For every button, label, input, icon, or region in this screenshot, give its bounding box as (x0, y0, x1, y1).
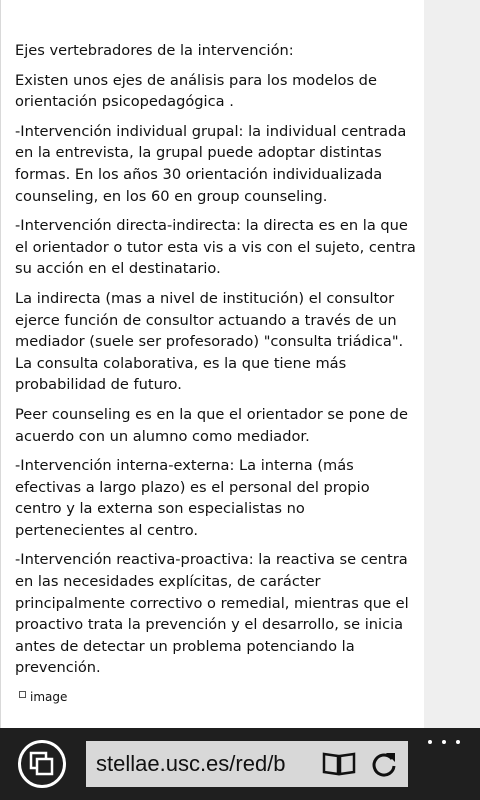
article-paragraph: Peer counseling es en la que el orientador se pone de acuerdo con un alumno como mediador. (15, 405, 408, 445)
browser-bottom-bar (0, 728, 480, 800)
tabs-button[interactable] (18, 740, 66, 788)
image-alt-text: image (30, 690, 68, 705)
tabs-icon (28, 750, 56, 778)
article-paragraph: -Intervención interna-externa: La interna (más efectivas a largo plazo) es el personal del propio centro y la externa son especialistas no pertenecientes al centro. (15, 457, 370, 539)
article-body (1, 0, 424, 709)
scroll-gutter (424, 0, 480, 728)
url-text[interactable]: stellae.usc.es/red/b (96, 751, 286, 776)
more-ellipsis-icon (442, 740, 446, 744)
address-bar[interactable] (86, 741, 408, 787)
refresh-icon[interactable] (370, 750, 398, 778)
article-paragraph: -Intervención individual grupal: la individual centrada en la entrevista, la grupal puede adoptar distintas formas. En los años 30 orientación individualizada counseling, en los 60 en group counseling. (15, 122, 407, 205)
article-paragraph: Existen unos ejes de análisis para los modelos de orientación psicopedagógica . (15, 71, 377, 111)
article-paragraph-heading: Ejes vertebradores de la intervención: (15, 42, 294, 59)
more-ellipsis-icon (428, 740, 432, 744)
article-paragraph: La indirecta (mas a nivel de institución) el consultor ejerce función de consultor actuando a través de un mediador (suele ser profesorado) "consulta triádica". La consulta colaborativa, es la que tiene más probabilidad de futuro. (15, 289, 404, 394)
article-paragraph: -Intervención reactiva-proactiva: la reactiva se centra en las necesidades explícitas, de carácter principalmente correctivo o remedial, mientras que el proactivo trata la prevención y el desarrollo, se inicia antes de detectar un problema potenciando la prevención. (15, 551, 409, 677)
broken-image-placeholder[interactable] (15, 687, 416, 709)
reading-view-book-icon[interactable] (322, 752, 356, 776)
more-options-button[interactable] (428, 734, 460, 750)
more-ellipsis-icon (456, 740, 460, 744)
article-paragraph: -Intervención directa-indirecta: la directa es en la que el orientador o tutor esta vis a vis con el sujeto, centra su acción en el destinatario. (15, 217, 416, 278)
broken-image-icon (19, 691, 26, 698)
